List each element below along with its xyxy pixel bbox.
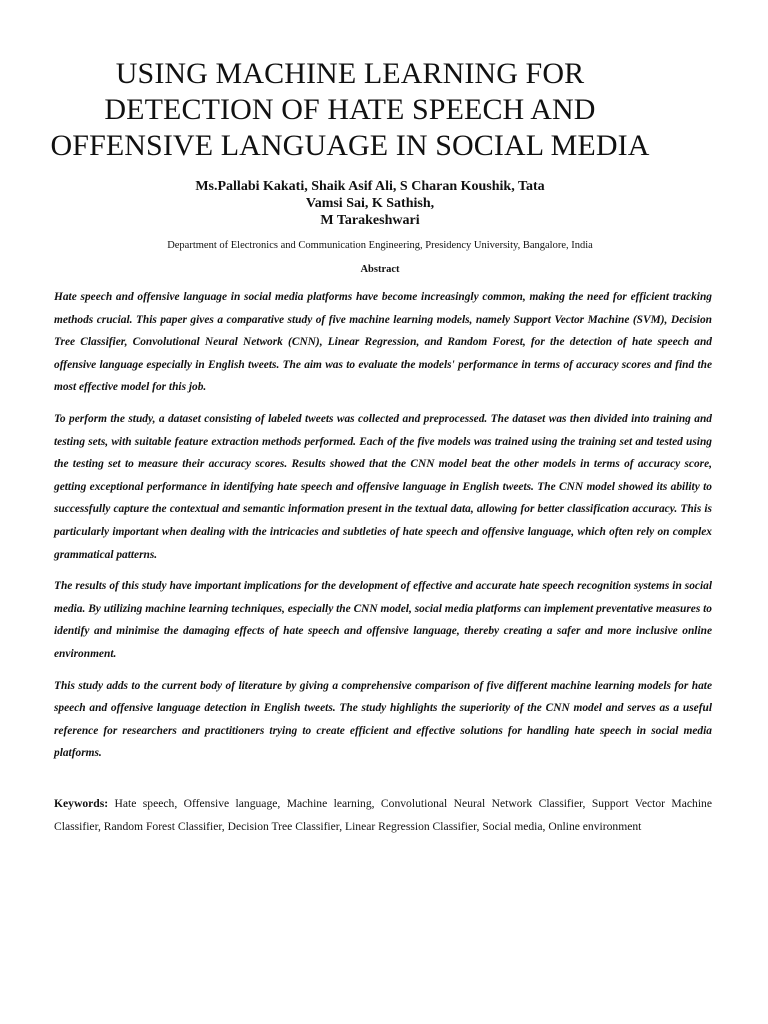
author-line: Ms.Pallabi Kakati, Shaik Asif Ali, S Charan Koushik, Tata <box>195 179 545 194</box>
keywords-section <box>54 793 712 838</box>
abstract-paragraph: This study adds to the current body of literature by giving a comprehensive comparison of five different machine learning models for hate speech and offensive language detection in English tweets. The study highlights the superiority of the CNN model and serves as a useful reference for researchers and practitioners trying to create efficient and effective solutions for handling hate speech in social media platforms. <box>54 679 712 760</box>
paper-title <box>40 56 660 164</box>
keywords-label: Keywords: <box>54 797 109 810</box>
title-line: DETECTION OF HATE SPEECH AND <box>104 93 596 126</box>
abstract-body <box>54 286 712 774</box>
title-line: USING MACHINE LEARNING FOR <box>115 57 585 90</box>
abstract-paragraph: The results of this study have important implications for the development of effective and accurate hate speech recognition systems in social media. By utilizing machine learning techniques, especially the CNN model, social media platforms can implement preventative measures to identify and minimise the damaging effects of hate speech and offensive language, thereby creating a safer and more inclusive online environment. <box>54 580 712 660</box>
author-affiliation: Department of Electronics and Communication Engineering, Presidency University, Bangalore, India <box>167 240 593 251</box>
author-line: M Tarakeshwari <box>320 213 420 228</box>
keywords-text: Hate speech, Offensive language, Machine learning, Convolutional Neural Network Classifier, Support Vector Machine Classifier, Random Forest Classifier, Decision Tree Classifier, Linear Regression Classifier, Social media, Online environment <box>54 797 712 833</box>
abstract-paragraph: To perform the study, a dataset consisting of labeled tweets was collected and preprocessed. The dataset was then divided into training and testing sets, with suitable feature extraction methods performed. Each of the five models was trained using the training set and tested using the testing set to measure their accuracy scores. Results showed that the CNN model beat the other models in terms of accuracy score, getting exceptional performance in identifying hate speech and offensive language in English tweets. The CNN model showed its ability to successfully capture the contextual and semantic information present in the textual data, allowing for better classification accuracy. This is particularly important when dealing with the intricacies and subtleties of hate speech and offensive language, which often rely on complex grammatical patterns. <box>54 412 712 561</box>
title-line: OFFENSIVE LANGUAGE IN SOCIAL MEDIA <box>50 129 650 162</box>
author-line: Vamsi Sai, K Sathish, <box>305 196 435 211</box>
abstract-heading: Abstract <box>360 264 400 275</box>
abstract-paragraph: Hate speech and offensive language in social media platforms have become increasingly common, making the need for efficient tracking methods crucial. This paper gives a comparative study of five machine learning models, namely Support Vector Machine (SVM), Decision Tree Classifier, Convolutional Neural Network (CNN), Linear Regression, and Random Forest, for the detection of hate speech and offensive language especially in English tweets. The aim was to evaluate the models' performance in terms of accuracy scores and find the most effective model for this job. <box>54 291 712 394</box>
author-list <box>160 178 580 229</box>
